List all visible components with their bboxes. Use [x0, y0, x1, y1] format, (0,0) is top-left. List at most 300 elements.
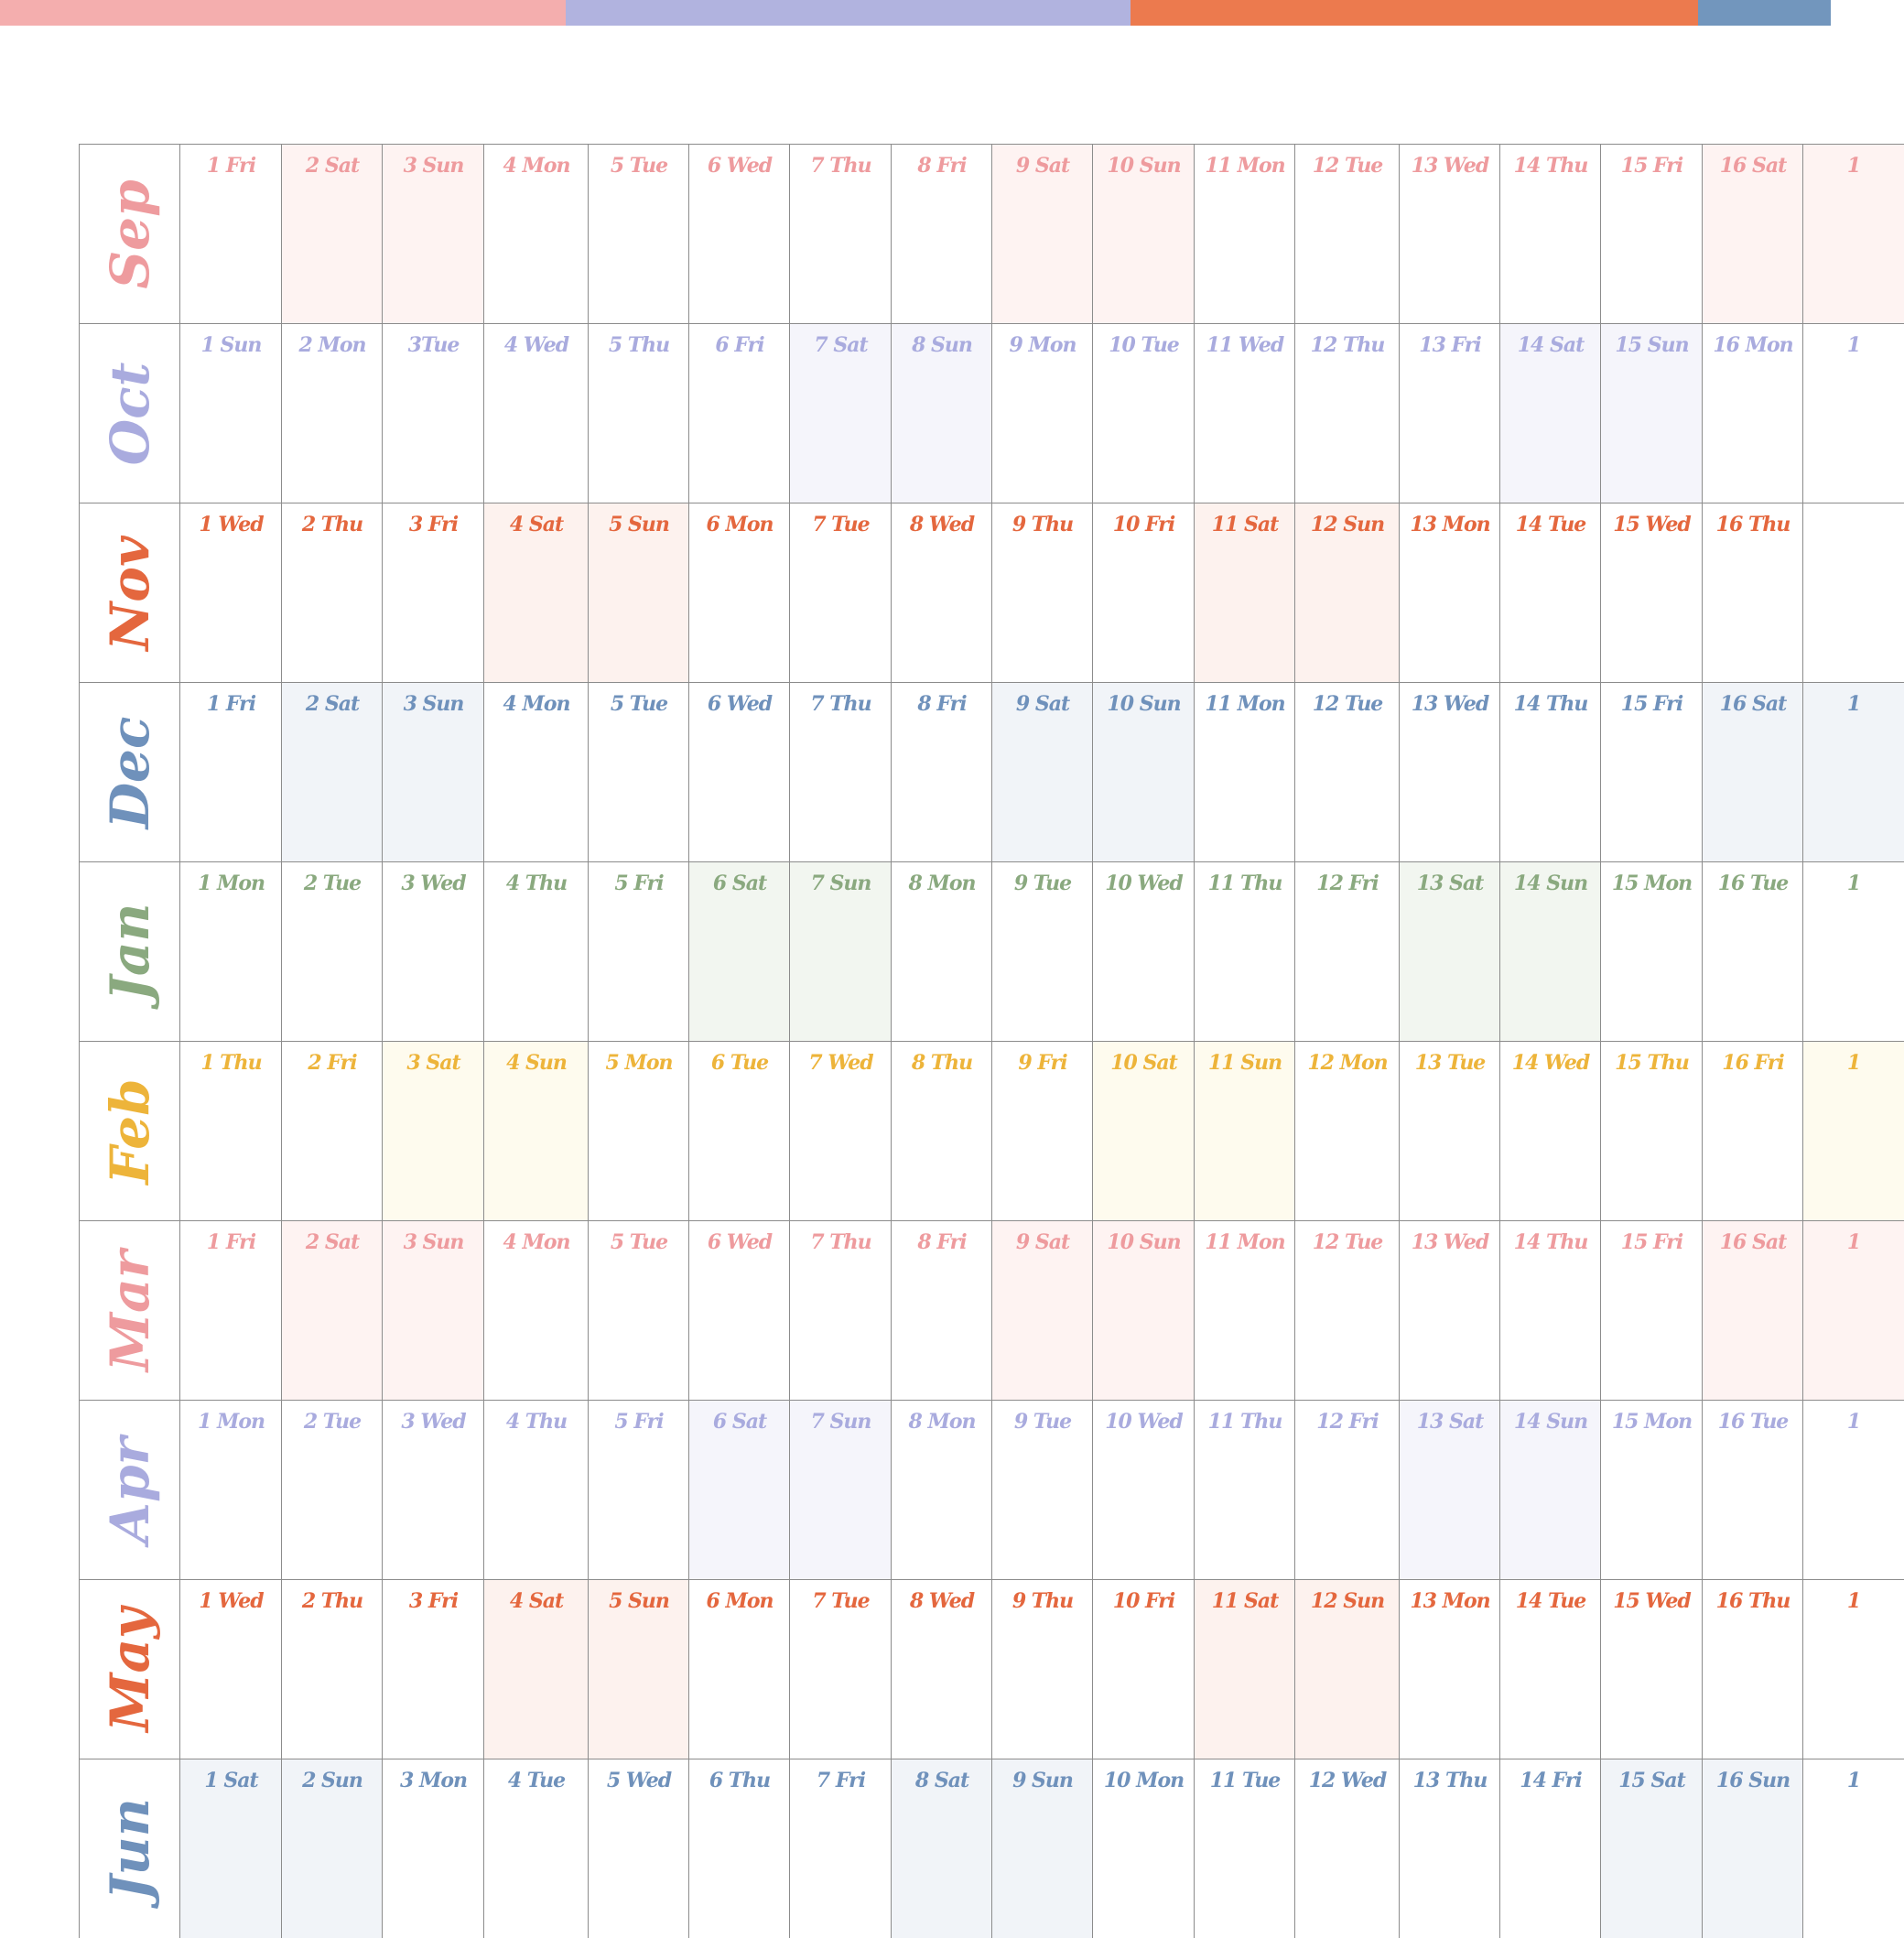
month-row — [79, 1220, 1861, 1400]
day-cell[interactable] — [483, 144, 589, 323]
day-cell[interactable] — [1194, 682, 1295, 861]
day-cell[interactable] — [789, 1220, 892, 1400]
day-label: 14 Tue — [1515, 1589, 1586, 1613]
day-cell[interactable] — [1499, 1041, 1601, 1220]
weekend-day-cell[interactable] — [1194, 503, 1295, 682]
day-cell[interactable] — [1294, 682, 1400, 861]
day-label: 2 Sat — [305, 154, 360, 178]
day-cell[interactable] — [281, 503, 383, 682]
day-cell[interactable] — [1399, 323, 1500, 503]
day-label: 8 Fri — [917, 692, 967, 716]
weekend-day-cell[interactable] — [688, 1400, 790, 1579]
day-label: 2 Sat — [305, 1230, 360, 1254]
day-label: 7 Thu — [810, 154, 871, 178]
day-cell[interactable] — [1802, 1759, 1904, 1938]
day-label: 10 Sun — [1107, 154, 1181, 178]
day-cell[interactable] — [483, 1220, 589, 1400]
day-label: 13 Wed — [1411, 154, 1489, 178]
day-label: 4 Tue — [507, 1769, 566, 1792]
day-cell[interactable] — [688, 503, 790, 682]
month-label: Mar — [98, 1250, 161, 1371]
weekend-day-cell[interactable] — [382, 144, 484, 323]
day-cell[interactable] — [688, 1579, 790, 1759]
day-cell[interactable] — [688, 1041, 790, 1220]
day-label: 3 Sun — [403, 154, 464, 178]
day-cell[interactable] — [588, 144, 689, 323]
day-label: 1 Fri — [206, 1230, 256, 1254]
day-label: 6 Thu — [709, 1769, 771, 1792]
day-label: 12 Sun — [1310, 513, 1385, 536]
day-cell[interactable] — [1092, 1579, 1195, 1759]
day-label: 15 Wed — [1613, 513, 1691, 536]
day-cell[interactable] — [891, 503, 992, 682]
day-label: 8 Sat — [914, 1769, 969, 1792]
day-cell[interactable] — [1702, 861, 1803, 1041]
day-label: 4 Sun — [506, 1051, 567, 1075]
day-cell[interactable] — [688, 144, 790, 323]
month-label: Dec — [98, 716, 161, 828]
day-cell[interactable] — [1600, 1400, 1703, 1579]
day-cell[interactable] — [1294, 1220, 1400, 1400]
day-label: 1 Wed — [199, 513, 264, 536]
day-cell[interactable] — [1702, 1400, 1803, 1579]
day-cell[interactable] — [1294, 861, 1400, 1041]
weekend-day-cell[interactable] — [1399, 1400, 1500, 1579]
day-label: 4 Wed — [503, 333, 569, 357]
day-cell[interactable] — [891, 1220, 992, 1400]
weekend-day-cell[interactable] — [1600, 323, 1703, 503]
day-label: 15 Mon — [1611, 1410, 1693, 1434]
day-cell[interactable] — [1194, 144, 1295, 323]
weekend-day-cell[interactable] — [891, 323, 992, 503]
day-cell[interactable] — [789, 144, 892, 323]
day-label: 9 Sat — [1015, 1230, 1070, 1254]
day-cell[interactable] — [1194, 1220, 1295, 1400]
day-cell[interactable] — [1499, 1759, 1601, 1938]
day-cell[interactable] — [179, 503, 282, 682]
day-cell[interactable] — [1802, 1400, 1904, 1579]
day-cell[interactable] — [1399, 1579, 1500, 1759]
day-label: 16 Sat — [1719, 154, 1787, 178]
weekend-day-cell[interactable] — [281, 682, 383, 861]
day-cell[interactable] — [789, 1579, 892, 1759]
weekend-day-cell[interactable] — [1092, 1220, 1195, 1400]
day-cell[interactable] — [1092, 861, 1195, 1041]
day-cell[interactable] — [789, 682, 892, 861]
weekend-day-cell[interactable] — [382, 1041, 484, 1220]
day-cell[interactable] — [891, 1579, 992, 1759]
day-cell[interactable] — [179, 1400, 282, 1579]
weekend-day-cell[interactable] — [1702, 682, 1803, 861]
day-label: 11 Sat — [1211, 1589, 1279, 1613]
day-cell[interactable] — [991, 503, 1093, 682]
day-cell[interactable] — [588, 1400, 689, 1579]
weekend-day-cell[interactable] — [1802, 682, 1904, 861]
day-label: 1 — [1846, 1230, 1861, 1254]
day-cell[interactable] — [991, 861, 1093, 1041]
day-cell[interactable] — [1600, 1041, 1703, 1220]
month-row — [79, 861, 1861, 1041]
month-row — [79, 682, 1861, 861]
day-label: 1 Wed — [199, 1589, 264, 1613]
day-label: 14 Wed — [1511, 1051, 1590, 1075]
weekend-day-cell[interactable] — [688, 861, 790, 1041]
day-cell[interactable] — [1499, 1579, 1601, 1759]
day-label: 13 Sat — [1416, 872, 1484, 895]
day-cell[interactable] — [179, 682, 282, 861]
day-cell[interactable] — [789, 503, 892, 682]
month-label: Feb — [98, 1077, 161, 1185]
day-label: 6 Wed — [707, 1230, 773, 1254]
day-label: 1 — [1846, 333, 1861, 357]
weekend-day-cell[interactable] — [991, 1220, 1093, 1400]
day-label: 1 — [1846, 1769, 1861, 1792]
day-label: 13 Sat — [1416, 1410, 1484, 1434]
day-cell[interactable] — [1399, 1220, 1500, 1400]
day-cell[interactable] — [179, 1041, 282, 1220]
day-cell[interactable] — [1399, 503, 1500, 682]
day-cell[interactable] — [179, 1579, 282, 1759]
day-cell[interactable] — [382, 861, 484, 1041]
month-name-cell — [79, 1579, 179, 1759]
day-cell[interactable] — [891, 682, 992, 861]
day-label: 10 Fri — [1112, 513, 1175, 536]
day-label: 15 Thu — [1615, 1051, 1689, 1075]
day-cell[interactable] — [483, 861, 589, 1041]
day-label: 1 Thu — [200, 1051, 262, 1075]
day-cell[interactable] — [891, 1400, 992, 1579]
weekend-day-cell[interactable] — [1802, 1220, 1904, 1400]
day-label: 16 Thu — [1715, 1589, 1790, 1613]
day-label: 1 Sun — [200, 333, 262, 357]
day-cell[interactable] — [179, 144, 282, 323]
day-label: 8 Thu — [911, 1051, 973, 1075]
weekend-day-cell[interactable] — [1294, 503, 1400, 682]
weekend-day-cell[interactable] — [1194, 1041, 1295, 1220]
weekend-day-cell[interactable] — [483, 503, 589, 682]
day-label: 8 Mon — [908, 872, 976, 895]
day-label: 1 — [1846, 872, 1861, 895]
day-cell[interactable] — [179, 861, 282, 1041]
month-label: Jan — [98, 902, 161, 1001]
month-label: Nov — [98, 535, 161, 651]
day-cell[interactable] — [281, 1041, 383, 1220]
day-label: 5 Wed — [606, 1769, 672, 1792]
day-cell[interactable] — [382, 1759, 484, 1938]
day-label: 6 Sat — [712, 872, 767, 895]
day-label: 11 Tue — [1209, 1769, 1281, 1792]
day-cell[interactable] — [1092, 1400, 1195, 1579]
day-cell[interactable] — [1399, 1041, 1500, 1220]
day-label: 8 Fri — [917, 1230, 967, 1254]
day-cell[interactable] — [382, 1400, 484, 1579]
month-row — [79, 323, 1861, 503]
month-name-cell — [79, 682, 179, 861]
day-cell[interactable] — [382, 323, 484, 503]
weekend-day-cell[interactable] — [483, 1579, 589, 1759]
day-cell[interactable] — [688, 682, 790, 861]
weekend-day-cell[interactable] — [281, 1220, 383, 1400]
day-cell[interactable] — [1194, 1400, 1295, 1579]
day-label: 6 Wed — [707, 154, 773, 178]
day-cell[interactable] — [1802, 861, 1904, 1041]
day-label: 15 Wed — [1613, 1589, 1691, 1613]
day-label: 11 Thu — [1207, 872, 1282, 895]
day-cell[interactable] — [588, 1041, 689, 1220]
day-label: 11 Sun — [1207, 1051, 1282, 1075]
day-label: 14 Fri — [1520, 1769, 1582, 1792]
weekend-day-cell[interactable] — [1294, 1579, 1400, 1759]
month-name-cell — [79, 1041, 179, 1220]
day-cell[interactable] — [1600, 503, 1703, 682]
month-label: May — [98, 1607, 161, 1732]
day-cell[interactable] — [281, 323, 383, 503]
day-cell[interactable] — [1802, 323, 1904, 503]
day-cell[interactable] — [588, 682, 689, 861]
day-label: 3 Fri — [408, 513, 459, 536]
day-cell[interactable] — [1092, 323, 1195, 503]
day-cell[interactable] — [789, 1759, 892, 1938]
month-name-cell — [79, 1220, 179, 1400]
month-name-cell — [79, 503, 179, 682]
day-label: 9 Tue — [1013, 1410, 1072, 1434]
day-cell[interactable] — [1294, 1400, 1400, 1579]
day-cell[interactable] — [1499, 144, 1601, 323]
weekend-day-cell[interactable] — [1499, 1400, 1601, 1579]
weekend-day-cell[interactable] — [1802, 144, 1904, 323]
day-label: 13 Mon — [1410, 1589, 1490, 1613]
day-label: 5 Fri — [614, 872, 664, 895]
day-cell[interactable] — [1499, 682, 1601, 861]
day-cell[interactable] — [1399, 682, 1500, 861]
day-label: 13 Mon — [1410, 513, 1490, 536]
day-label: 12 Fri — [1316, 872, 1379, 895]
day-cell[interactable] — [688, 1220, 790, 1400]
weekend-day-cell[interactable] — [1399, 861, 1500, 1041]
day-cell[interactable] — [1802, 503, 1904, 682]
day-cell[interactable] — [588, 1220, 689, 1400]
day-label: 14 Tue — [1515, 513, 1586, 536]
day-cell[interactable] — [1294, 323, 1400, 503]
weekend-day-cell[interactable] — [789, 323, 892, 503]
weekend-day-cell[interactable] — [1092, 1041, 1195, 1220]
day-label: 14 Sun — [1513, 872, 1588, 895]
day-cell[interactable] — [281, 1400, 383, 1579]
day-label: 16 Sat — [1719, 1230, 1787, 1254]
month-label: Jun — [98, 1797, 161, 1900]
day-label: 9 Tue — [1013, 872, 1072, 895]
day-cell[interactable] — [1294, 1041, 1400, 1220]
day-label: 15 Fri — [1620, 154, 1683, 178]
day-cell[interactable] — [1600, 861, 1703, 1041]
day-label: 8 Sun — [912, 333, 972, 357]
month-name-cell — [79, 323, 179, 503]
day-label: 4 Mon — [503, 692, 570, 716]
day-label: 1 Mon — [198, 1410, 265, 1434]
day-label: 2 Thu — [301, 513, 363, 536]
day-cell[interactable] — [1399, 1759, 1500, 1938]
day-cell[interactable] — [1294, 144, 1400, 323]
day-cell[interactable] — [991, 1579, 1093, 1759]
day-cell[interactable] — [1092, 1759, 1195, 1938]
day-cell[interactable] — [991, 1400, 1093, 1579]
weekend-day-cell[interactable] — [1702, 1759, 1803, 1938]
day-label: 12 Thu — [1310, 333, 1385, 357]
day-cell[interactable] — [1600, 682, 1703, 861]
day-label: 7 Sat — [814, 333, 868, 357]
day-cell[interactable] — [1702, 1041, 1803, 1220]
weekend-day-cell[interactable] — [1600, 1759, 1703, 1938]
weekend-day-cell[interactable] — [1702, 144, 1803, 323]
day-cell[interactable] — [483, 1400, 589, 1579]
weekend-day-cell[interactable] — [991, 682, 1093, 861]
day-cell[interactable] — [588, 861, 689, 1041]
day-cell[interactable] — [588, 323, 689, 503]
day-label: 3Tue — [407, 333, 460, 357]
day-cell[interactable] — [891, 1041, 992, 1220]
day-cell[interactable] — [1294, 1759, 1400, 1938]
day-cell[interactable] — [1702, 503, 1803, 682]
day-label: 7 Wed — [808, 1051, 873, 1075]
day-label: 16 Fri — [1722, 1051, 1784, 1075]
day-label: 13 Tue — [1414, 1051, 1486, 1075]
day-cell[interactable] — [891, 144, 992, 323]
day-label: 11 Sat — [1211, 513, 1279, 536]
day-label: 13 Fri — [1419, 333, 1481, 357]
weekend-day-cell[interactable] — [1092, 682, 1195, 861]
weekend-day-cell[interactable] — [1802, 1041, 1904, 1220]
day-label: 2 Sat — [305, 692, 360, 716]
month-name-cell — [79, 1400, 179, 1579]
weekend-day-cell[interactable] — [382, 1220, 484, 1400]
day-label: 2 Sun — [302, 1769, 362, 1792]
day-cell[interactable] — [483, 323, 589, 503]
day-label: 16 Mon — [1713, 333, 1793, 357]
day-cell[interactable] — [588, 1759, 689, 1938]
day-label: 9 Sun — [1012, 1769, 1073, 1792]
day-label: 5 Sun — [609, 1589, 669, 1613]
day-label: 16 Tue — [1717, 1410, 1789, 1434]
day-cell[interactable] — [1499, 1220, 1601, 1400]
day-label: 13 Thu — [1412, 1769, 1488, 1792]
weekend-day-cell[interactable] — [1499, 861, 1601, 1041]
day-label: 6 Mon — [706, 513, 774, 536]
day-label: 1 — [1846, 1410, 1861, 1434]
month-row — [79, 1400, 1861, 1579]
day-cell[interactable] — [991, 1041, 1093, 1220]
day-cell[interactable] — [1702, 1579, 1803, 1759]
day-cell[interactable] — [688, 323, 790, 503]
weekend-day-cell[interactable] — [588, 503, 689, 682]
weekend-day-cell[interactable] — [789, 861, 892, 1041]
day-label: 12 Wed — [1308, 1769, 1387, 1792]
day-label: 14 Thu — [1513, 154, 1588, 178]
day-label: 1 — [1846, 1589, 1861, 1613]
day-label: 7 Sun — [810, 872, 871, 895]
day-label: 10 Sun — [1107, 1230, 1181, 1254]
day-label: 11 Thu — [1207, 1410, 1282, 1434]
weekend-day-cell[interactable] — [1194, 1579, 1295, 1759]
day-label: 15 Sun — [1615, 333, 1689, 357]
day-cell[interactable] — [382, 503, 484, 682]
day-cell[interactable] — [483, 1759, 589, 1938]
top-bar-segment — [0, 0, 566, 26]
weekend-day-cell[interactable] — [1092, 144, 1195, 323]
day-cell[interactable] — [991, 323, 1093, 503]
weekend-day-cell[interactable] — [281, 144, 383, 323]
weekend-day-cell[interactable] — [1702, 1220, 1803, 1400]
day-cell[interactable] — [789, 1041, 892, 1220]
weekend-day-cell[interactable] — [483, 1041, 589, 1220]
weekend-day-cell[interactable] — [1499, 323, 1601, 503]
day-cell[interactable] — [382, 1579, 484, 1759]
month-row — [79, 503, 1831, 682]
day-cell[interactable] — [179, 1220, 282, 1400]
day-cell[interactable] — [688, 1759, 790, 1938]
day-label: 1 Sat — [204, 1769, 258, 1792]
month-row — [79, 1579, 1861, 1759]
top-color-bar — [0, 0, 1831, 26]
month-name-cell — [79, 861, 179, 1041]
day-cell[interactable] — [281, 1579, 383, 1759]
day-label: 2 Thu — [301, 1589, 363, 1613]
weekend-day-cell[interactable] — [991, 144, 1093, 323]
weekend-day-cell[interactable] — [991, 1759, 1093, 1938]
day-label: 11 Mon — [1205, 692, 1285, 716]
weekend-day-cell[interactable] — [588, 1579, 689, 1759]
day-cell[interactable] — [1194, 1759, 1295, 1938]
day-label: 12 Mon — [1307, 1051, 1388, 1075]
month-row — [79, 144, 1861, 323]
weekend-day-cell[interactable] — [891, 1759, 992, 1938]
day-label: 9 Mon — [1009, 333, 1076, 357]
day-cell[interactable] — [483, 682, 589, 861]
weekend-day-cell[interactable] — [382, 682, 484, 861]
month-name-cell — [79, 144, 179, 323]
day-label: 9 Thu — [1012, 513, 1074, 536]
day-cell[interactable] — [891, 861, 992, 1041]
day-cell[interactable] — [1399, 144, 1500, 323]
day-label: 6 Mon — [706, 1589, 774, 1613]
day-cell[interactable] — [1600, 1579, 1703, 1759]
day-label: 1 Fri — [206, 692, 256, 716]
weekend-day-cell[interactable] — [281, 1759, 383, 1938]
day-cell[interactable] — [179, 323, 282, 503]
day-label: 5 Sun — [609, 513, 669, 536]
day-cell[interactable] — [1600, 1220, 1703, 1400]
weekend-day-cell[interactable] — [179, 1759, 282, 1938]
day-label: 7 Fri — [816, 1769, 866, 1792]
day-cell[interactable] — [1702, 323, 1803, 503]
day-label: 11 Mon — [1205, 154, 1285, 178]
day-cell[interactable] — [1194, 323, 1295, 503]
day-cell[interactable] — [1802, 1579, 1904, 1759]
day-cell[interactable] — [1499, 503, 1601, 682]
day-cell[interactable] — [281, 861, 383, 1041]
day-label: 6 Fri — [715, 333, 764, 357]
day-label: 4 Thu — [505, 1410, 568, 1434]
day-cell[interactable] — [1092, 503, 1195, 682]
day-label: 6 Wed — [707, 692, 773, 716]
day-label: 2 Mon — [298, 333, 366, 357]
day-label: 4 Mon — [503, 154, 570, 178]
day-cell[interactable] — [1600, 144, 1703, 323]
top-bar-segment — [566, 0, 1130, 26]
day-label: 10 Sun — [1107, 692, 1181, 716]
day-cell[interactable] — [1194, 861, 1295, 1041]
day-label: 7 Thu — [810, 1230, 871, 1254]
weekend-day-cell[interactable] — [789, 1400, 892, 1579]
